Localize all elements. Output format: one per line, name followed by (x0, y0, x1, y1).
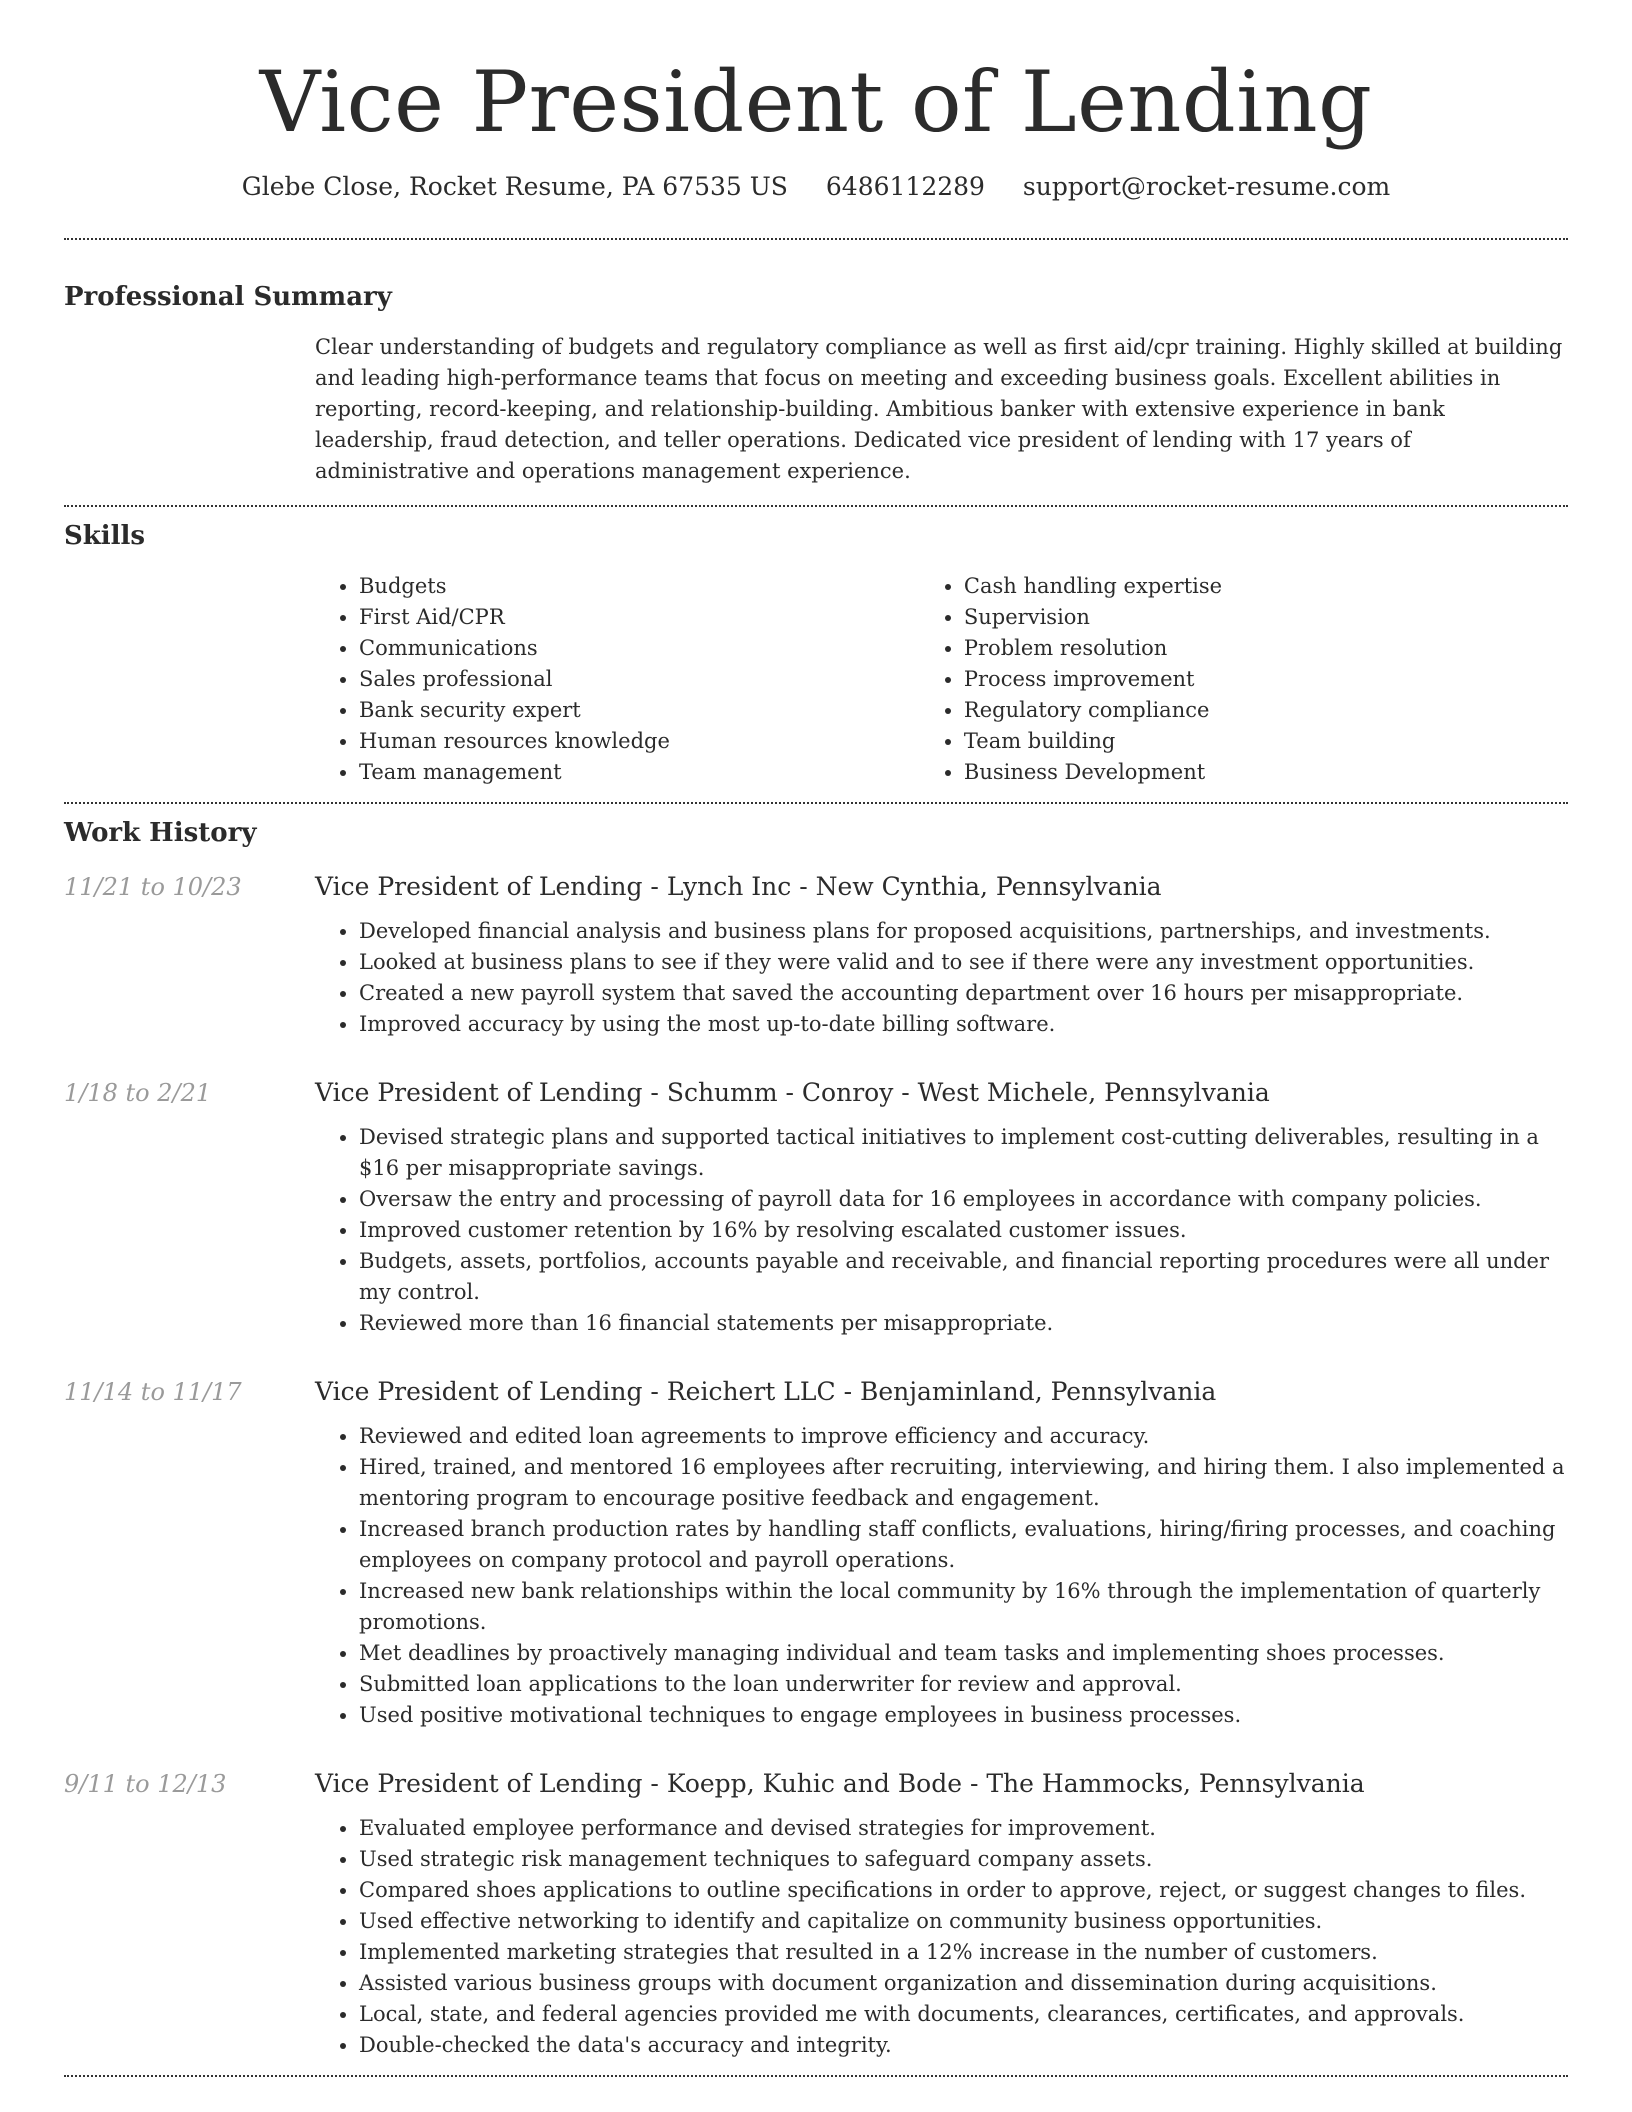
list-item: • Met deadlines by proactively managing individual and team tasks and implementing shoes processes. (359, 1638, 1568, 1669)
job-date: 1/18 to 2/21 (64, 1079, 212, 1107)
contact-address: Glebe Close, Rocket Resume, PA 67535 US (241, 172, 788, 201)
list-item: • Bank security expert (359, 695, 920, 726)
skills-list (315, 571, 1568, 788)
list-item: • Business Development (964, 757, 1568, 788)
list-item: • Local, state, and federal agencies provided me with documents, clearances, certificates, and approvals. (359, 1999, 1568, 2030)
work-history-title: Work History (64, 818, 257, 848)
list-item: • Human resources knowledge (359, 726, 920, 757)
job-details (315, 870, 1568, 1040)
summary-title: Professional Summary (64, 282, 392, 312)
job-entry (64, 870, 1568, 1040)
resume-name: Vice President of Lending (259, 53, 1373, 151)
list-item: • Used effective networking to identify and capitalize on community business opportunities. (359, 1906, 1568, 1937)
list-item: • Team management (359, 757, 920, 788)
list-item: • Problem resolution (964, 633, 1568, 664)
job-date: 9/11 to 12/13 (64, 1770, 227, 1798)
list-item: • Compared shoes applications to outline specifications in order to approve, reject, or suggest changes to files. (359, 1875, 1568, 1906)
list-item: • Devised strategic plans and supported tactical initiatives to implement cost-cutting deliverables, resulting in a $16 per misappropriate savings. (359, 1122, 1568, 1184)
job-details (315, 1375, 1568, 1731)
list-item: • Regulatory compliance (964, 695, 1568, 726)
list-item: • Oversaw the entry and processing of payroll data for 16 employees in accordance with company policies. (359, 1184, 1568, 1215)
job-entry (64, 1767, 1568, 2061)
list-item: • Process improvement (964, 664, 1568, 695)
list-item: • Double-checked the data's accuracy and integrity. (359, 2030, 1568, 2061)
resume-page (64, 0, 1568, 2077)
list-item: • Evaluated employee performance and devised strategies for improvement. (359, 1813, 1568, 1844)
job-date: 11/14 to 11/17 (64, 1378, 242, 1406)
skills-column-left (315, 571, 920, 788)
list-item: • Budgets (359, 571, 920, 602)
work-history-list (64, 870, 1568, 2061)
job-bullets (315, 1122, 1568, 1339)
job-details (315, 1767, 1568, 2061)
contact-email: support@rocket-resume.com (1022, 172, 1391, 201)
divider (64, 238, 1568, 240)
list-item: • Submitted loan applications to the loan underwriter for review and approval. (359, 1669, 1568, 1700)
list-item: • Used positive motivational techniques to engage employees in business processes. (359, 1700, 1568, 1731)
job-heading: Vice President of Lending - Koepp, Kuhic and Bode - The Hammocks, Pennsylvania (315, 1769, 1365, 1798)
list-item: • Used strategic risk management techniques to safeguard company assets. (359, 1844, 1568, 1875)
divider (64, 802, 1568, 804)
list-item: • Reviewed more than 16 financial statements per misappropriate. (359, 1308, 1568, 1339)
list-item: • Budgets, assets, portfolios, accounts payable and receivable, and financial reporting procedures were all under my control. (359, 1246, 1568, 1308)
summary-text: Clear understanding of budgets and regulatory compliance as well as first aid/cpr training. Highly skilled at building and leading high-performance teams that focus on meeting and exceeding business goals. Excellent abilities in reporting, record-keeping, and relationship-building. Ambitious banker with extensive experience in bank leadership, fraud detection, and teller operations. Dedicated vice president of lending with 17 years of administrative and operations management experience. (315, 335, 1563, 483)
list-item: • Developed financial analysis and business plans for proposed acquisitions, partnerships, and investments. (359, 916, 1568, 947)
contact-line (64, 170, 1568, 204)
job-date: 11/21 to 10/23 (64, 873, 242, 901)
list-item: • Increased new bank relationships within the local community by 16% through the implementation of quarterly promotions. (359, 1576, 1568, 1638)
skills-title: Skills (64, 521, 146, 551)
list-item: • Team building (964, 726, 1568, 757)
job-heading: Vice President of Lending - Lynch Inc - New Cynthia, Pennsylvania (315, 872, 1162, 901)
job-bullets (315, 1813, 1568, 2061)
divider (64, 505, 1568, 507)
job-details (315, 1076, 1568, 1339)
list-item: • Reviewed and edited loan agreements to improve efficiency and accuracy. (359, 1421, 1568, 1452)
divider (64, 2075, 1568, 2077)
list-item: • Assisted various business groups with document organization and dissemination during acquisitions. (359, 1968, 1568, 1999)
job-heading: Vice President of Lending - Reichert LLC - Benjaminland, Pennsylvania (315, 1377, 1217, 1406)
list-item: • Improved customer retention by 16% by resolving escalated customer issues. (359, 1215, 1568, 1246)
list-item: • Hired, trained, and mentored 16 employees after recruiting, interviewing, and hiring them. I also implemented a mentoring program to encourage positive feedback and engagement. (359, 1452, 1568, 1514)
job-bullets (315, 1421, 1568, 1731)
job-bullets (315, 916, 1568, 1040)
contact-phone: 6486112289 (825, 172, 985, 201)
skills-column-right (920, 571, 1568, 788)
list-item: • First Aid/CPR (359, 602, 920, 633)
job-heading: Vice President of Lending - Schumm - Conroy - West Michele, Pennsylvania (315, 1078, 1270, 1107)
list-item: • Implemented marketing strategies that resulted in a 12% increase in the number of customers. (359, 1937, 1568, 1968)
job-entry (64, 1375, 1568, 1731)
list-item: • Supervision (964, 602, 1568, 633)
list-item: • Communications (359, 633, 920, 664)
list-item: • Created a new payroll system that saved the accounting department over 16 hours per misappropriate. (359, 978, 1568, 1009)
job-entry (64, 1076, 1568, 1339)
list-item: • Increased branch production rates by handling staff conflicts, evaluations, hiring/firing processes, and coaching employees on company protocol and payroll operations. (359, 1514, 1568, 1576)
list-item: • Sales professional (359, 664, 920, 695)
list-item: • Looked at business plans to see if they were valid and to see if there were any investment opportunities. (359, 947, 1568, 978)
list-item: • Improved accuracy by using the most up-to-date billing software. (359, 1009, 1568, 1040)
list-item: • Cash handling expertise (964, 571, 1568, 602)
